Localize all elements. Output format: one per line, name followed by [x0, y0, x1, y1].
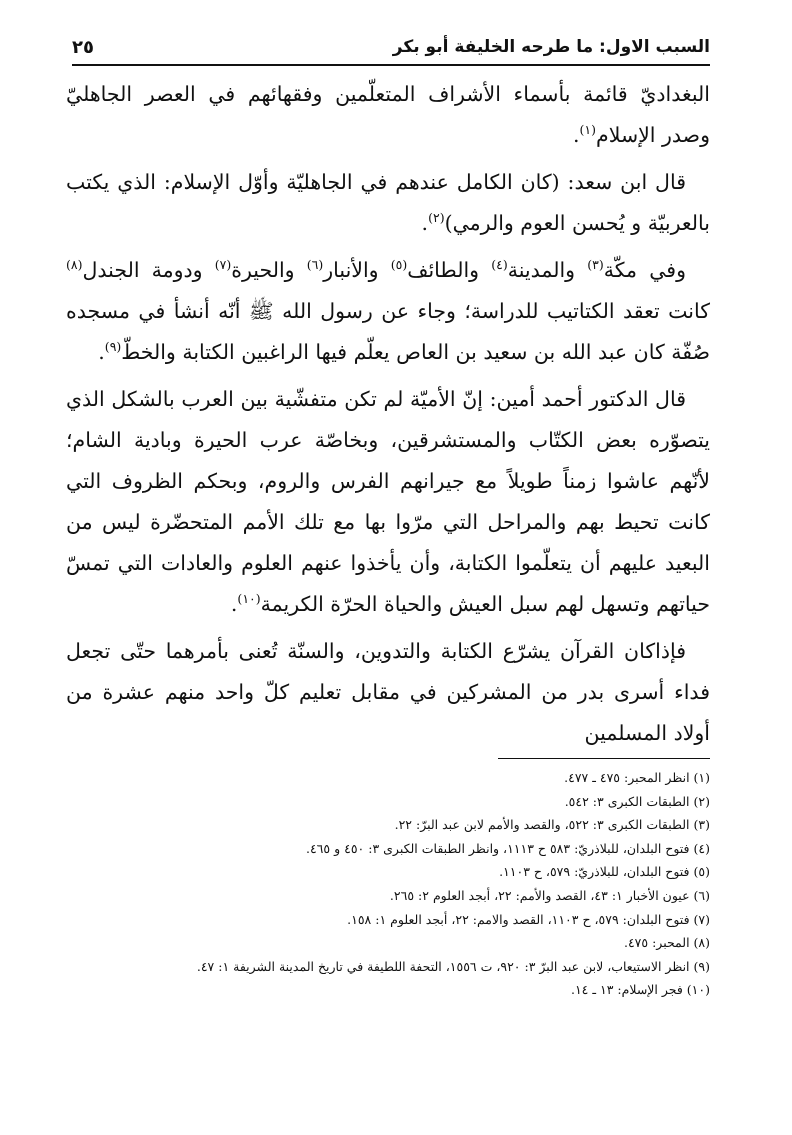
paragraph	[66, 74, 710, 156]
page-header	[72, 30, 710, 66]
footnotes	[66, 766, 710, 1002]
footnote-separator	[498, 758, 710, 759]
paragraph-text: قال الدكتور أحمد أمين: إنّ الأميّة لم تكن متفشّية بين العرب بالشكل الذي يتصوّره بعض الكتّاب والمستشرقين، وبخاصّة عرب الحيرة وبادية الشام؛ لأنّهم عاشوا زمناً طويلاً مع جيرانهم الفرس والروم، وبحكم الظروف التي كانت تحيط بهم والمراحل التي مرّوا بها مع تلك الأمم المتحضّرة ليس من البعيد عليهم أن يتعلّموا الكتابة، وأن يأخذوا عنهم العلوم والعادات التي تمسّ حياتهم وتسهل لهم سبل العيش والحياة الحرّة الكريمة	[66, 387, 710, 616]
footnote-ref: (٤)	[491, 257, 508, 273]
paragraph-text: ودومة الجندل	[82, 258, 215, 282]
footnote-ref: (٥)	[390, 257, 408, 273]
paragraph-text: .	[572, 123, 580, 147]
running-title: السبب الاول: ما طرحه الخليفة أبو بكر	[392, 37, 710, 57]
paragraph-text: فإذاكان القرآن يشرّع الكتابة والتدوين، والسنّة تُعنى بأمرهما حتّى تجعل فداء أسرى بدر من المشركين في مقابل تعليم كلّ واحد منهم عشرة من أولاد المسلمين	[66, 639, 710, 745]
body-text	[66, 74, 710, 760]
paragraph	[66, 631, 710, 754]
footnote-ref: (٧)	[214, 257, 232, 273]
paragraph-text: .	[421, 211, 429, 235]
page-number: ٢٥	[72, 36, 94, 58]
footnote: (٩) انظر الاستيعاب، لابن عبد البرّ ٣: ٩٢٠، ت ١٥٥٦، التحفة اللطيفة في تاريخ المدينة الشريفة ١: ٤٧.	[196, 958, 710, 974]
footnote-ref: (٦)	[306, 257, 324, 273]
paragraph-text: البغداديّ قائمة بأسماء الأشراف المتعلّمين وفقهائهم في العصر الجاهليّ وصدر الإسلام	[66, 82, 710, 147]
paragraph-text: قال ابن سعد: (كان الكامل عندهم في الجاهليّة وأوّل الإسلام: الذي يكتب بالعربيّة و يُحسن العوم والرمي)	[66, 170, 710, 235]
paragraph-text: والمدينة	[507, 258, 588, 282]
paragraph-text: والحيرة	[231, 258, 307, 282]
footnote: (٨) المحبر: ٤٧٥.	[623, 935, 710, 951]
footnote-ref: (٨)	[66, 257, 83, 273]
footnote-ref: (٣)	[587, 257, 604, 273]
paragraph-text: وفي مكّة	[603, 258, 686, 282]
paragraph-text: كانت تعقد الكتاتيب للدراسة؛ وجاء عن رسول الله ﷺ أنّه أنشأ في مسجده صُفّة كان عبد الله بن سعيد بن العاص يعلّم فيها الراغبين الكتابة والخطّ	[66, 299, 710, 364]
footnote-ref: (١)	[579, 122, 597, 138]
footnote: (٧) فتوح البلدان: ٥٧٩، ح ١١٠٣، القصد والامم: ٢٢، أبجد العلوم ١: ١٥٨.	[347, 911, 710, 927]
footnote: (٥) فتوح البلدان، للبلاذريّ: ٥٧٩، ح ١١٠٣.	[499, 864, 710, 880]
footnote: (١) انظر المحبر: ٤٧٥ ـ ٤٧٧.	[564, 770, 710, 785]
paragraph	[66, 379, 710, 625]
paragraph	[66, 250, 710, 373]
paragraph-text: .	[230, 592, 238, 616]
paragraph-text: والطائف	[407, 258, 492, 282]
footnote: (٦) عيون الأخبار ١: ٤٣، القصد والأمم: ٢٢، أبجد العلوم ٢: ٢٦٥.	[389, 887, 710, 903]
footnote-ref: (٩)	[104, 339, 122, 355]
paragraph-text: والأنبار	[323, 258, 391, 282]
footnote-ref: (٢)	[428, 210, 445, 226]
footnote: (٣) الطبقات الكبرى ٣: ٥٢٢، والقصد والأمم لابن عبد البرّ: ٢٢.	[394, 817, 710, 833]
paragraph-text: .	[98, 340, 105, 364]
footnote: (٢) الطبقات الكبرى ٣: ٥٤٢.	[564, 793, 710, 809]
footnote: (١٠) فجر الإسلام: ١٣ ـ ١٤.	[570, 982, 710, 998]
paragraph	[66, 162, 710, 244]
footnote: (٤) فتوح البلدان، للبلاذريّ: ٥٨٣ ح ١١١٣، وانظر الطبقات الكبرى ٣: ٤٥٠ و ٤٦٥.	[305, 840, 710, 856]
footnote-ref: (١٠)	[237, 591, 261, 607]
